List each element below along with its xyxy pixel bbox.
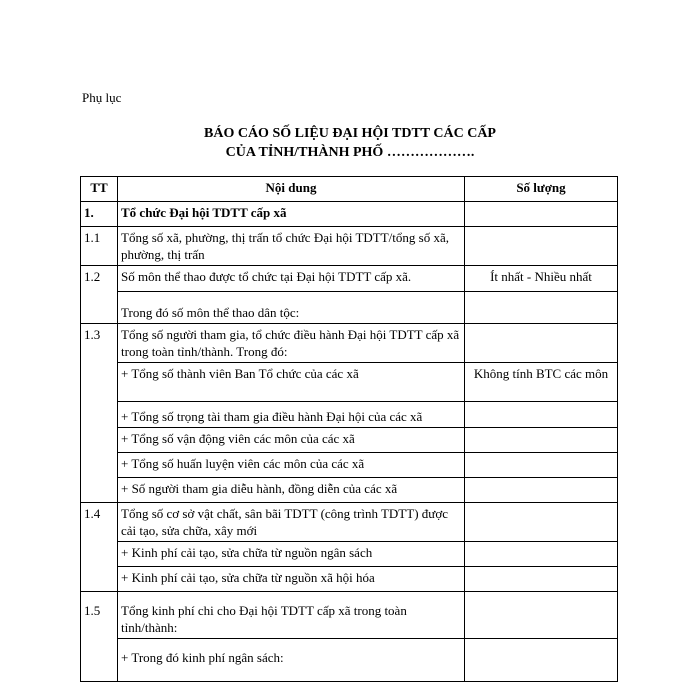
table-row bbox=[81, 227, 618, 266]
header-qty: Số lượng bbox=[465, 177, 618, 202]
row-number: 1. bbox=[81, 202, 118, 227]
table-row bbox=[81, 266, 618, 292]
row-qty bbox=[465, 542, 618, 567]
row-content: + Tổng số vận động viên các môn của các xã bbox=[118, 428, 465, 453]
table-row bbox=[81, 202, 618, 227]
row-qty bbox=[465, 402, 618, 428]
row-content: Tổng số cơ sở vật chất, sân bãi TDTT (công trình TDTT) được cải tạo, sửa chữa, xây mới bbox=[118, 503, 465, 542]
table-row bbox=[81, 453, 618, 478]
row-content: + Tổng số thành viên Ban Tổ chức của các xã bbox=[118, 363, 465, 402]
table-row bbox=[81, 292, 618, 324]
row-qty bbox=[465, 202, 618, 227]
appendix-label: Phụ lục bbox=[82, 90, 122, 105]
header-content: Nội dung bbox=[118, 177, 465, 202]
row-qty bbox=[465, 503, 618, 542]
table-header-row bbox=[81, 177, 618, 202]
row-number: 1.4 bbox=[81, 503, 118, 592]
row-content: + Trong đó kinh phí ngân sách: bbox=[118, 639, 465, 682]
row-content: + Số người tham gia diễu hành, đồng diễn của các xã bbox=[118, 478, 465, 503]
row-qty: Không tính BTC các môn bbox=[465, 363, 618, 402]
row-content: Tổng số xã, phường, thị trấn tổ chức Đại hội TDTT/tổng số xã, phường, thị trấn bbox=[118, 227, 465, 266]
report-title-line2: CỦA TỈNH/THÀNH PHỐ ………………. bbox=[225, 145, 475, 160]
row-content: Số môn thể thao được tổ chức tại Đại hội TDTT cấp xã. bbox=[118, 266, 465, 292]
row-number: 1.1 bbox=[81, 227, 118, 266]
row-qty: Ít nhất - Nhiều nhất bbox=[465, 266, 618, 292]
table-row bbox=[81, 478, 618, 503]
table-row bbox=[81, 639, 618, 682]
row-qty bbox=[465, 639, 618, 682]
row-qty bbox=[465, 567, 618, 592]
table-row bbox=[81, 592, 618, 639]
row-qty bbox=[465, 453, 618, 478]
row-content: Tổ chức Đại hội TDTT cấp xã bbox=[118, 202, 465, 227]
row-qty bbox=[465, 592, 618, 639]
row-qty bbox=[465, 428, 618, 453]
row-content: + Kinh phí cải tạo, sửa chữa từ nguồn xã hội hóa bbox=[118, 567, 465, 592]
row-qty bbox=[465, 227, 618, 266]
report-table bbox=[80, 176, 618, 682]
row-qty bbox=[465, 478, 618, 503]
row-content: Tổng kinh phí chi cho Đại hội TDTT cấp xã trong toàn tỉnh/thành: bbox=[118, 592, 465, 639]
table-row bbox=[81, 542, 618, 567]
table-row bbox=[81, 428, 618, 453]
table-row bbox=[81, 402, 618, 428]
report-title-line1: BÁO CÁO SỐ LIỆU ĐẠI HỘI TDTT CÁC CẤP bbox=[204, 126, 496, 141]
row-qty bbox=[465, 292, 618, 324]
row-content: + Kinh phí cải tạo, sửa chữa từ nguồn ngân sách bbox=[118, 542, 465, 567]
table-row bbox=[81, 503, 618, 542]
row-content: Tổng số người tham gia, tổ chức điều hành Đại hội TDTT cấp xã trong toàn tỉnh/thành. Trong đó: bbox=[118, 324, 465, 363]
table-row bbox=[81, 324, 618, 363]
row-number: 1.5 bbox=[81, 592, 118, 682]
row-qty bbox=[465, 324, 618, 363]
row-content: + Tổng số huấn luyện viên các môn của các xã bbox=[118, 453, 465, 478]
row-number: 1.2 bbox=[81, 266, 118, 324]
row-content: Trong đó số môn thể thao dân tộc: bbox=[118, 292, 465, 324]
row-content: + Tổng số trọng tài tham gia điều hành Đại hội của các xã bbox=[118, 402, 465, 428]
row-number: 1.3 bbox=[81, 324, 118, 503]
table-row bbox=[81, 567, 618, 592]
table-row bbox=[81, 363, 618, 402]
header-tt: TT bbox=[81, 177, 118, 202]
